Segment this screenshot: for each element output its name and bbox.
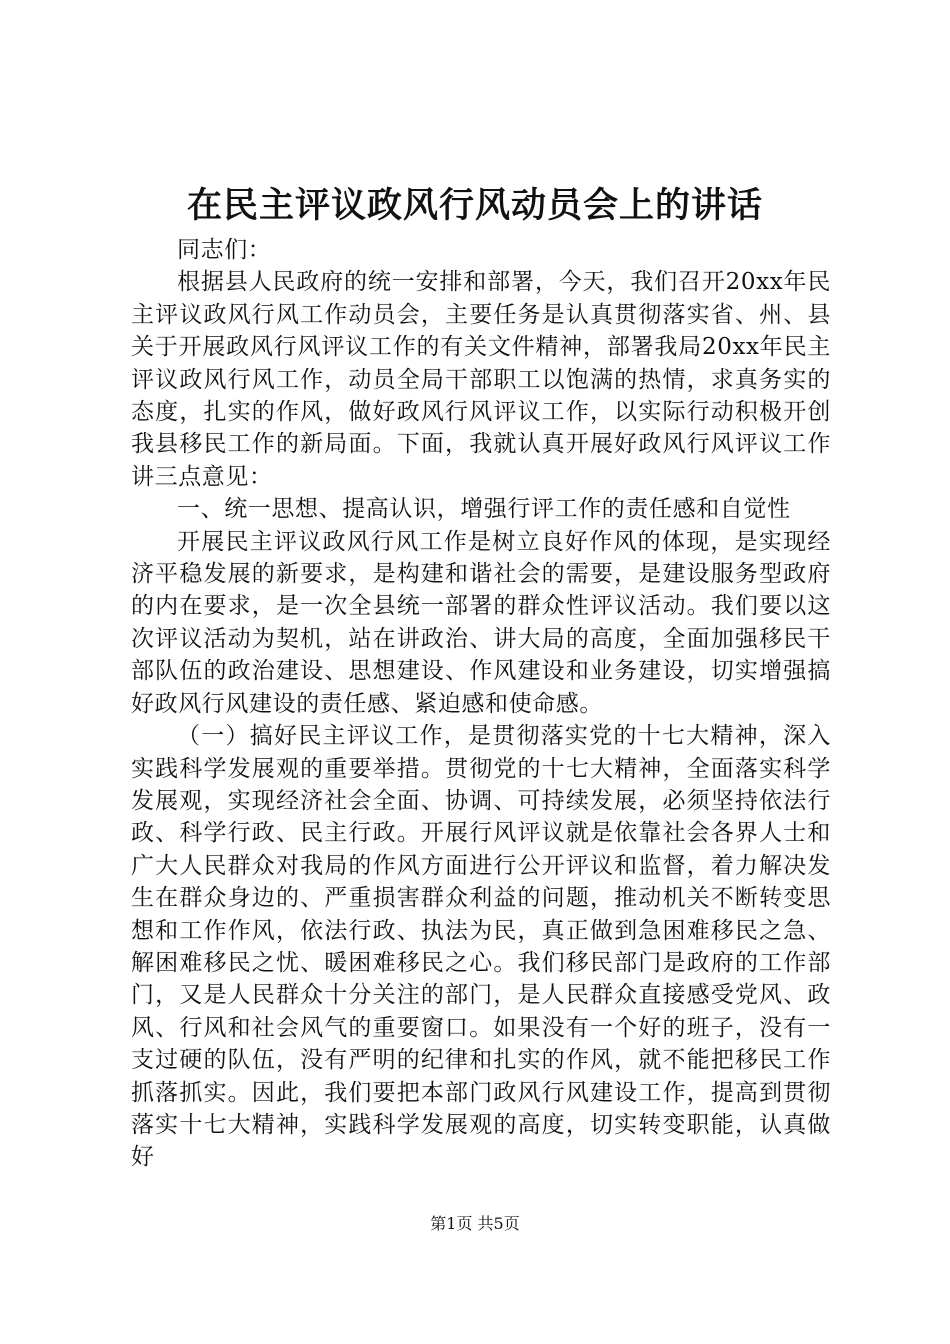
subsection-paragraph-one: （一）搞好民主评议工作，是贯彻落实党的十七大精神，深入实践科学发展观的重要举措。贯彻党的十七大精神，全面落实科学发展观，实现经济社会全面、协调、可持续发展，必须坚持依法行政、科学行政、民主行政。开展行风评议就是依靠社会各界人士和广大人民群众对我局的作风方面进行公开评议和监督，着力解决发生在群众身边的、严重损害群众利益的问题，推动机关不断转变思想和工作作风，依法行政、执法为民，真正做到急困难移民之急、解困难移民之忧、暖困难移民之心。我们移民部门是政府的工作部门，又是人民群众十分关注的部门，是人民群众直接感受党风、政风、行风和社会风气的重要窗口。如果没有一个好的班子，没有一支过硬的队伍，没有严明的纪律和扎实的作风，就不能把移民工作抓落抓实。因此，我们要把本部门政风行风建设工作，提高到贯彻落实十七大精神，实践科学发展观的高度，切实转变职能，认真做好: [131, 723, 831, 1171]
section-heading-one: 一、统一思想、提高认识，增强行评工作的责任感和自觉性: [177, 496, 791, 523]
intro-paragraph: 根据县人民政府的统一安排和部署，今天，我们召开20xx年民主评议政风行风工作动员会，主要任务是认真贯彻落实省、州、县关于开展政风行风评议工作的有关文件精神，部署我局20xx年民主评议政风行风工作，动员全局干部职工以饱满的热情，求真务实的态度，扎实的作风，做好政风行风评议工作，以实际行动积极开创我县移民工作的新局面。下面，我就认真开展好政风行风评议工作讲三点意见：: [131, 269, 831, 490]
document-body: [131, 234, 831, 1174]
document-title: 在民主评议政风行风动员会上的讲话: [186, 185, 763, 226]
page-number-footer: 第1页 共5页: [430, 1214, 520, 1233]
body-paragraph: 开展民主评议政风行风工作是树立良好作风的体现，是实现经济平稳发展的新要求，是构建和谐社会的需要，是建设服务型政府的内在要求，是一次全县统一部署的群众性评议活动。我们要以这次评议活动为契机，站在讲政治、讲大局的高度，全面加强移民干部队伍的政治建设、思想建设、作风建设和业务建设，切实增强搞好政风行风建设的责任感、紧迫感和使命感。: [131, 528, 831, 717]
salutation-paragraph: 同志们：: [177, 237, 272, 263]
